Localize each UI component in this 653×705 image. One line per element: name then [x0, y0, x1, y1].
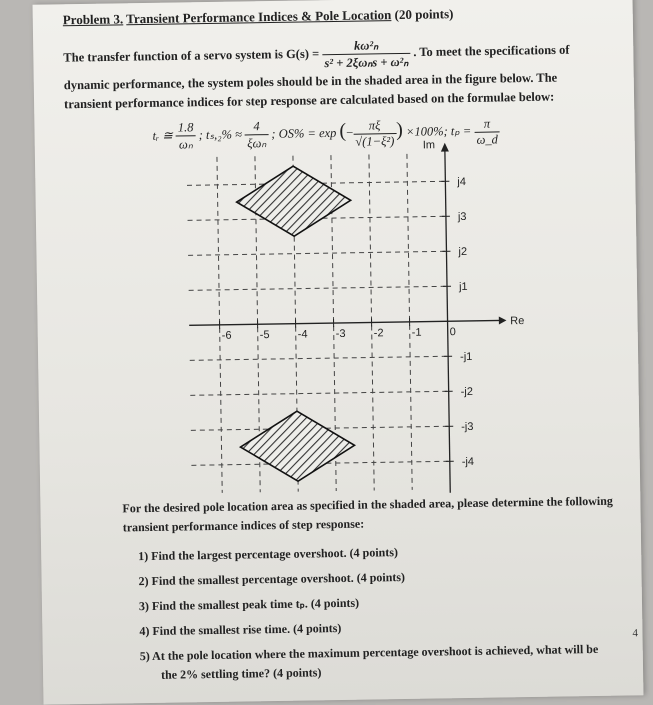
- settling-time-fraction: [245, 119, 269, 151]
- intro-line-2: dynamic performance, the system poles should be in the shaded area in the figure below. The: [64, 71, 558, 94]
- grid-line-h: [190, 356, 448, 360]
- rise-time-lhs: tᵣ ≅: [153, 128, 173, 142]
- intro-suffix: . To meet the specifications of: [413, 43, 569, 59]
- re-axis-label: Re: [510, 315, 524, 327]
- grid-line-h: [189, 286, 447, 290]
- questions-intro-1: For the desired pole location area as specified in the shaded area, please determine the following: [122, 494, 613, 517]
- question-5: 5) At the pole location where the maximum percentage overshoot is achieved, what will be: [140, 642, 599, 664]
- pole-location-figure: [145, 155, 550, 501]
- im-axis-label: Im: [423, 139, 435, 151]
- shaded-region-upper: [236, 165, 351, 237]
- minus-sign: −: [346, 126, 353, 140]
- question-5-continued: the 2% settling time? (4 points): [161, 665, 322, 683]
- grid-line-h: [190, 391, 448, 395]
- tf-denominator: s² + 2ξωₙs + ω²ₙ: [322, 54, 410, 71]
- overshoot-num: πξ: [353, 118, 396, 135]
- problem-heading: [63, 6, 454, 28]
- y-tick-label: -j4: [462, 456, 474, 468]
- problem-number: Problem 3.: [63, 11, 124, 27]
- document-page: [33, 0, 644, 705]
- settling-time-den: ξωₙ: [245, 135, 268, 151]
- peak-time-den: ω_d: [474, 132, 500, 147]
- y-tick-label: j4: [456, 176, 466, 188]
- problem-points: (20 points): [394, 6, 453, 22]
- y-tick-label: -j1: [460, 351, 472, 363]
- intro-prefix: The transfer function of a servo system is G(s) =: [63, 47, 319, 65]
- x-tick-label: -3: [336, 328, 346, 340]
- overshoot-lhs: ; OS% = exp: [271, 126, 336, 141]
- x-tick-label: 0: [450, 326, 456, 338]
- questions-intro-2: transient performance indices of step response:: [123, 517, 365, 536]
- question-3: 3) Find the smallest peak time tₚ. (4 points): [139, 596, 359, 614]
- y-tick-label: j1: [458, 281, 468, 293]
- rise-time-den: ωₙ: [176, 136, 196, 152]
- peak-time-fraction: [474, 116, 500, 147]
- transfer-function: [322, 37, 410, 71]
- intro-line-3: transient performance indices for step response are calculated based on the formulae below:: [64, 90, 554, 113]
- y-tick-label: j2: [457, 246, 467, 258]
- re-axis: [189, 320, 501, 325]
- problem-title: Transient Performance Indices & Pole Location: [126, 7, 391, 26]
- paren-open: (: [339, 120, 346, 142]
- x-tick-label: -2: [374, 327, 384, 339]
- shaded-region-lower: [240, 410, 355, 482]
- page-number: 4: [632, 627, 638, 639]
- intro-line-1: [63, 34, 570, 75]
- overshoot-den: √(1−ξ²): [353, 134, 396, 150]
- overshoot-tail: ×100%; tₚ =: [406, 124, 471, 139]
- rise-time-num: 1.8: [176, 120, 196, 136]
- settling-time-lhs: ; tₛ,₂% ≈: [199, 127, 243, 142]
- paren-close: ): [396, 119, 403, 141]
- question-1: 1) Find the largest percentage overshoot. (4 points): [138, 545, 398, 564]
- x-tick-label: -6: [222, 330, 232, 342]
- x-tick-label: -5: [260, 329, 270, 341]
- grid-line-h: [188, 251, 446, 255]
- rise-time-fraction: [176, 120, 196, 152]
- peak-time-num: π: [474, 116, 500, 132]
- formula-row: [152, 115, 500, 152]
- question-4: 4) Find the smallest rise time. (4 points): [139, 621, 341, 639]
- question-2: 2) Find the smallest percentage overshoot. (4 points): [138, 570, 405, 589]
- x-tick-label: -1: [412, 327, 422, 339]
- y-tick-label: -j3: [461, 421, 473, 433]
- tf-numerator: kω²ₙ: [322, 37, 410, 55]
- y-tick-label: j3: [457, 211, 467, 223]
- x-tick-label: -4: [298, 328, 308, 340]
- settling-time-num: 4: [245, 119, 268, 135]
- y-tick-label: -j2: [461, 386, 473, 398]
- re-axis-arrow: [499, 316, 507, 324]
- overshoot-fraction: [353, 118, 396, 150]
